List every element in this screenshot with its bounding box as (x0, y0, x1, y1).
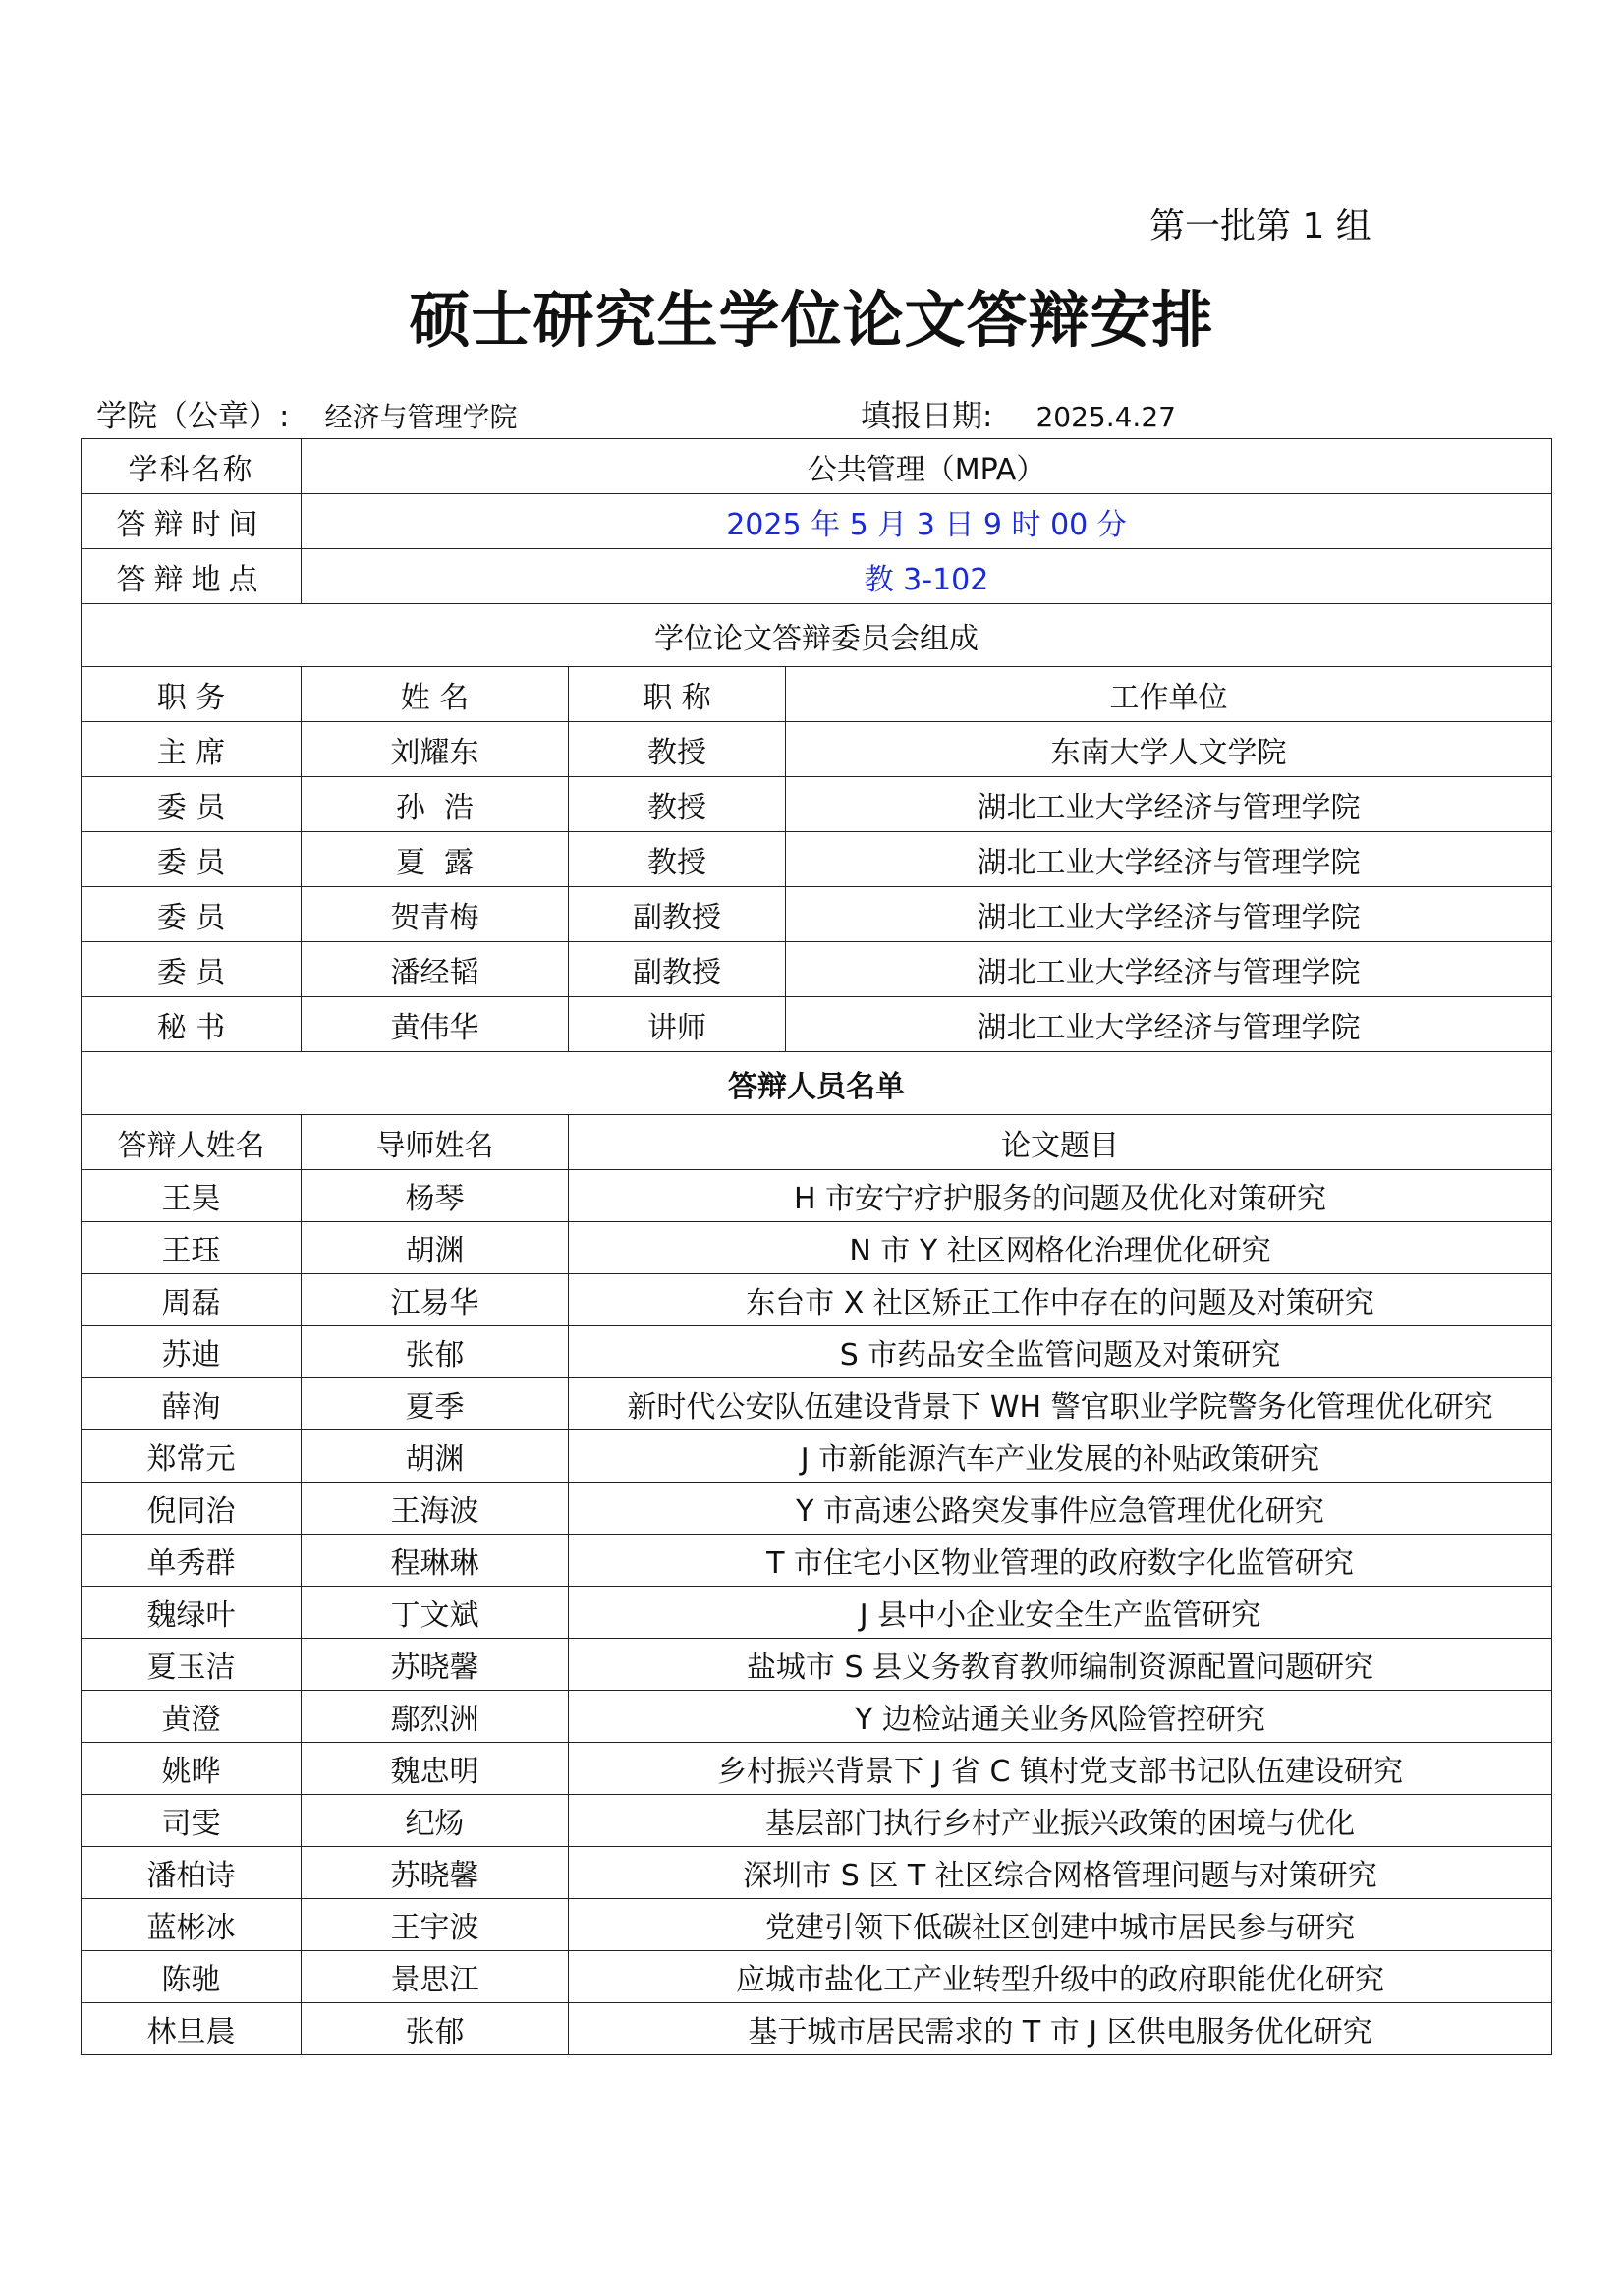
member-title: 副教授 (569, 887, 786, 942)
defender-row (82, 1847, 1552, 1899)
student-name: 林旦晨 (82, 2003, 302, 2055)
committee-member-row (82, 832, 1552, 887)
defenders-header-advisor: 导师姓名 (302, 1115, 569, 1170)
advisor-name: 苏晓馨 (302, 1639, 569, 1691)
defender-row (82, 1170, 1552, 1222)
place-label: 答辩地点 (82, 549, 302, 604)
member-role: 委 员 (82, 942, 302, 997)
advisor-name: 程琳琳 (302, 1535, 569, 1587)
thesis-title: Y 边检站通关业务风险管控研究 (569, 1691, 1552, 1743)
member-role: 主 席 (82, 722, 302, 777)
member-unit: 湖北工业大学经济与管理学院 (786, 777, 1552, 832)
thesis-title: 盐城市 S 县义务教育教师编制资源配置问题研究 (569, 1639, 1552, 1691)
defender-row (82, 1691, 1552, 1743)
student-name: 夏玉洁 (82, 1639, 302, 1691)
advisor-name: 苏晓馨 (302, 1847, 569, 1899)
defender-row (82, 1899, 1552, 1951)
student-name: 司雯 (82, 1795, 302, 1847)
member-role: 委 员 (82, 887, 302, 942)
defender-row (82, 1951, 1552, 2003)
student-name: 蓝彬冰 (82, 1899, 302, 1951)
member-title: 讲师 (569, 997, 786, 1052)
student-name: 潘柏诗 (82, 1847, 302, 1899)
defender-row (82, 1274, 1552, 1326)
thesis-title: N 市 Y 社区网格化治理优化研究 (569, 1222, 1552, 1274)
member-unit: 湖北工业大学经济与管理学院 (786, 887, 1552, 942)
advisor-name: 丁文斌 (302, 1587, 569, 1639)
defense-schedule-table (81, 438, 1552, 2055)
thesis-title: Y 市高速公路突发事件应急管理优化研究 (569, 1483, 1552, 1535)
member-role: 秘 书 (82, 997, 302, 1052)
college-value: 经济与管理学院 (324, 401, 518, 433)
student-name: 王昊 (82, 1170, 302, 1222)
defenders-header-row (82, 1115, 1552, 1170)
defenders-section-row (82, 1052, 1552, 1115)
committee-header-unit: 工作单位 (786, 667, 1552, 722)
page-title: 硕士研究生学位论文答辩安排 (409, 284, 1214, 356)
member-unit: 东南大学人文学院 (786, 722, 1552, 777)
advisor-name: 景思江 (302, 1951, 569, 2003)
time-value: 2025 年 5 月 3 日 9 时 00 分 (302, 494, 1552, 549)
college-line (96, 395, 517, 439)
defender-row (82, 1795, 1552, 1847)
thesis-title: 基于城市居民需求的 T 市 J 区供电服务优化研究 (569, 2003, 1552, 2055)
thesis-title: T 市住宅小区物业管理的政府数字化监管研究 (569, 1535, 1552, 1587)
defender-row (82, 1743, 1552, 1795)
member-name: 孙 浩 (302, 777, 569, 832)
advisor-name: 张郁 (302, 2003, 569, 2055)
member-name: 刘耀东 (302, 722, 569, 777)
defender-row (82, 2003, 1552, 2055)
thesis-title: S 市药品安全监管问题及对策研究 (569, 1326, 1552, 1378)
thesis-title: 新时代公安队伍建设背景下 WH 警官职业学院警务化管理优化研究 (569, 1378, 1552, 1430)
student-name: 郑常元 (82, 1430, 302, 1483)
advisor-name: 纪炀 (302, 1795, 569, 1847)
member-unit: 湖北工业大学经济与管理学院 (786, 997, 1552, 1052)
time-label: 答辩时间 (82, 494, 302, 549)
student-name: 薛洵 (82, 1378, 302, 1430)
defender-row (82, 1222, 1552, 1274)
member-role: 委 员 (82, 777, 302, 832)
thesis-title: 东台市 X 社区矫正工作中存在的问题及对策研究 (569, 1274, 1552, 1326)
defenders-header-thesis: 论文题目 (569, 1115, 1552, 1170)
student-name: 周磊 (82, 1274, 302, 1326)
committee-member-row (82, 997, 1552, 1052)
student-name: 单秀群 (82, 1535, 302, 1587)
advisor-name: 王宇波 (302, 1899, 569, 1951)
defender-row (82, 1587, 1552, 1639)
thesis-title: 党建引领下低碳社区创建中城市居民参与研究 (569, 1899, 1552, 1951)
member-title: 教授 (569, 777, 786, 832)
member-name: 贺青梅 (302, 887, 569, 942)
defender-row (82, 1639, 1552, 1691)
committee-member-row (82, 722, 1552, 777)
advisor-name: 鄢烈洲 (302, 1691, 569, 1743)
student-name: 姚晔 (82, 1743, 302, 1795)
member-title: 教授 (569, 832, 786, 887)
thesis-title: J 市新能源汽车产业发展的补贴政策研究 (569, 1430, 1552, 1483)
thesis-title: 应城市盐化工产业转型升级中的政府职能优化研究 (569, 1951, 1552, 2003)
student-name: 陈驰 (82, 1951, 302, 2003)
committee-header-row (82, 667, 1552, 722)
student-name: 王珏 (82, 1222, 302, 1274)
defender-row (82, 1326, 1552, 1378)
student-name: 倪同治 (82, 1483, 302, 1535)
committee-member-row (82, 942, 1552, 997)
advisor-name: 魏忠明 (302, 1743, 569, 1795)
advisor-name: 张郁 (302, 1326, 569, 1378)
thesis-title: 基层部门执行乡村产业振兴政策的困境与优化 (569, 1795, 1552, 1847)
advisor-name: 王海波 (302, 1483, 569, 1535)
thesis-title: H 市安宁疗护服务的问题及优化对策研究 (569, 1170, 1552, 1222)
committee-section-row (82, 604, 1552, 667)
subject-label: 学科名称 (82, 439, 302, 494)
committee-header-role: 职 务 (82, 667, 302, 722)
defenders-header-student: 答辩人姓名 (82, 1115, 302, 1170)
member-role: 委 员 (82, 832, 302, 887)
subject-row (82, 439, 1552, 494)
defender-row (82, 1535, 1552, 1587)
advisor-name: 胡渊 (302, 1222, 569, 1274)
thesis-title: J 县中小企业安全生产监管研究 (569, 1587, 1552, 1639)
student-name: 苏迪 (82, 1326, 302, 1378)
committee-member-row (82, 887, 1552, 942)
place-row (82, 549, 1552, 604)
committee-section-title: 学位论文答辩委员会组成 (82, 604, 1552, 667)
student-name: 黄澄 (82, 1691, 302, 1743)
defender-row (82, 1378, 1552, 1430)
defender-row (82, 1483, 1552, 1535)
date-value: 2025.4.27 (1035, 401, 1176, 433)
member-title: 副教授 (569, 942, 786, 997)
thesis-title: 乡村振兴背景下 J 省 C 镇村党支部书记队伍建设研究 (569, 1743, 1552, 1795)
time-row (82, 494, 1552, 549)
advisor-name: 江易华 (302, 1274, 569, 1326)
defender-row (82, 1430, 1552, 1483)
member-unit: 湖北工业大学经济与管理学院 (786, 832, 1552, 887)
committee-member-row (82, 777, 1552, 832)
place-value: 教 3-102 (302, 549, 1552, 604)
subject-value: 公共管理（MPA） (302, 439, 1552, 494)
member-name: 潘经韬 (302, 942, 569, 997)
committee-header-name: 姓 名 (302, 667, 569, 722)
advisor-name: 胡渊 (302, 1430, 569, 1483)
member-title: 教授 (569, 722, 786, 777)
member-name: 夏 露 (302, 832, 569, 887)
thesis-title: 深圳市 S 区 T 社区综合网格管理问题与对策研究 (569, 1847, 1552, 1899)
advisor-name: 夏季 (302, 1378, 569, 1430)
defenders-section-title: 答辩人员名单 (82, 1052, 1552, 1115)
group-label: 第一批第 1 组 (1149, 206, 1371, 247)
member-unit: 湖北工业大学经济与管理学院 (786, 942, 1552, 997)
college-label: 学院（公章）: (96, 399, 290, 434)
student-name: 魏绿叶 (82, 1587, 302, 1639)
committee-header-title: 职 称 (569, 667, 786, 722)
advisor-name: 杨琴 (302, 1170, 569, 1222)
date-label: 填报日期: (861, 399, 993, 434)
member-name: 黄伟华 (302, 997, 569, 1052)
date-line (861, 395, 1176, 439)
